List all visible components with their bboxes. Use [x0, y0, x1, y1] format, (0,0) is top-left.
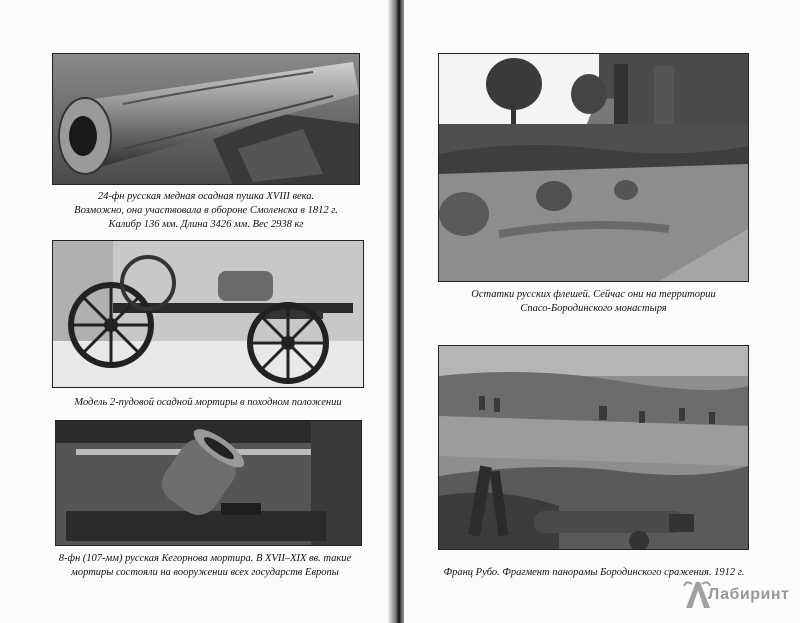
caption-line: 8-фн (107-мм) русская Кегорнова мортира. В XVII–XIX вв. такие	[58, 553, 352, 564]
flushes-remains-photo	[438, 53, 749, 282]
panorama-image	[439, 346, 748, 549]
caption-line: Возможно, она участвовала в обороне Смоленска в 1812 г.	[74, 205, 338, 216]
figure-caption	[438, 288, 749, 316]
kegorn-mortar-photo	[55, 420, 362, 546]
borodino-panorama-photo	[438, 345, 749, 550]
mortar-carriage-image	[53, 241, 363, 387]
landscape-image	[439, 54, 748, 281]
caption-line: Калибр 136 мм. Длина 3426 мм. Вес 2938 кг	[108, 219, 304, 230]
siege-mortar-model-photo	[52, 240, 364, 388]
caption-line: Спасо-Бородинского монастыря	[520, 303, 667, 314]
caption-line: мортиры состояли на вооружении всех государств Европы	[71, 567, 339, 578]
mortar-image	[56, 421, 361, 545]
cannon-image	[53, 54, 359, 184]
figure-caption	[52, 396, 364, 410]
caption-line: Остатки русских флешей. Сейчас они на территории	[471, 289, 716, 300]
watermark-text: Лабиринт	[708, 586, 790, 603]
caption-line: Франц Рубо. Фрагмент панорамы Бородинского сражения. 1912 г.	[443, 567, 745, 578]
figure-caption	[40, 552, 370, 580]
labirint-watermark	[682, 578, 794, 612]
caption-line: 24-фн русская медная осадная пушка XVIII века.	[97, 191, 315, 202]
bronze-siege-cannon-photo	[52, 53, 360, 185]
caption-line: Модель 2-пудовой осадной мортиры в походном положении	[74, 397, 342, 408]
figure-caption	[52, 190, 360, 232]
